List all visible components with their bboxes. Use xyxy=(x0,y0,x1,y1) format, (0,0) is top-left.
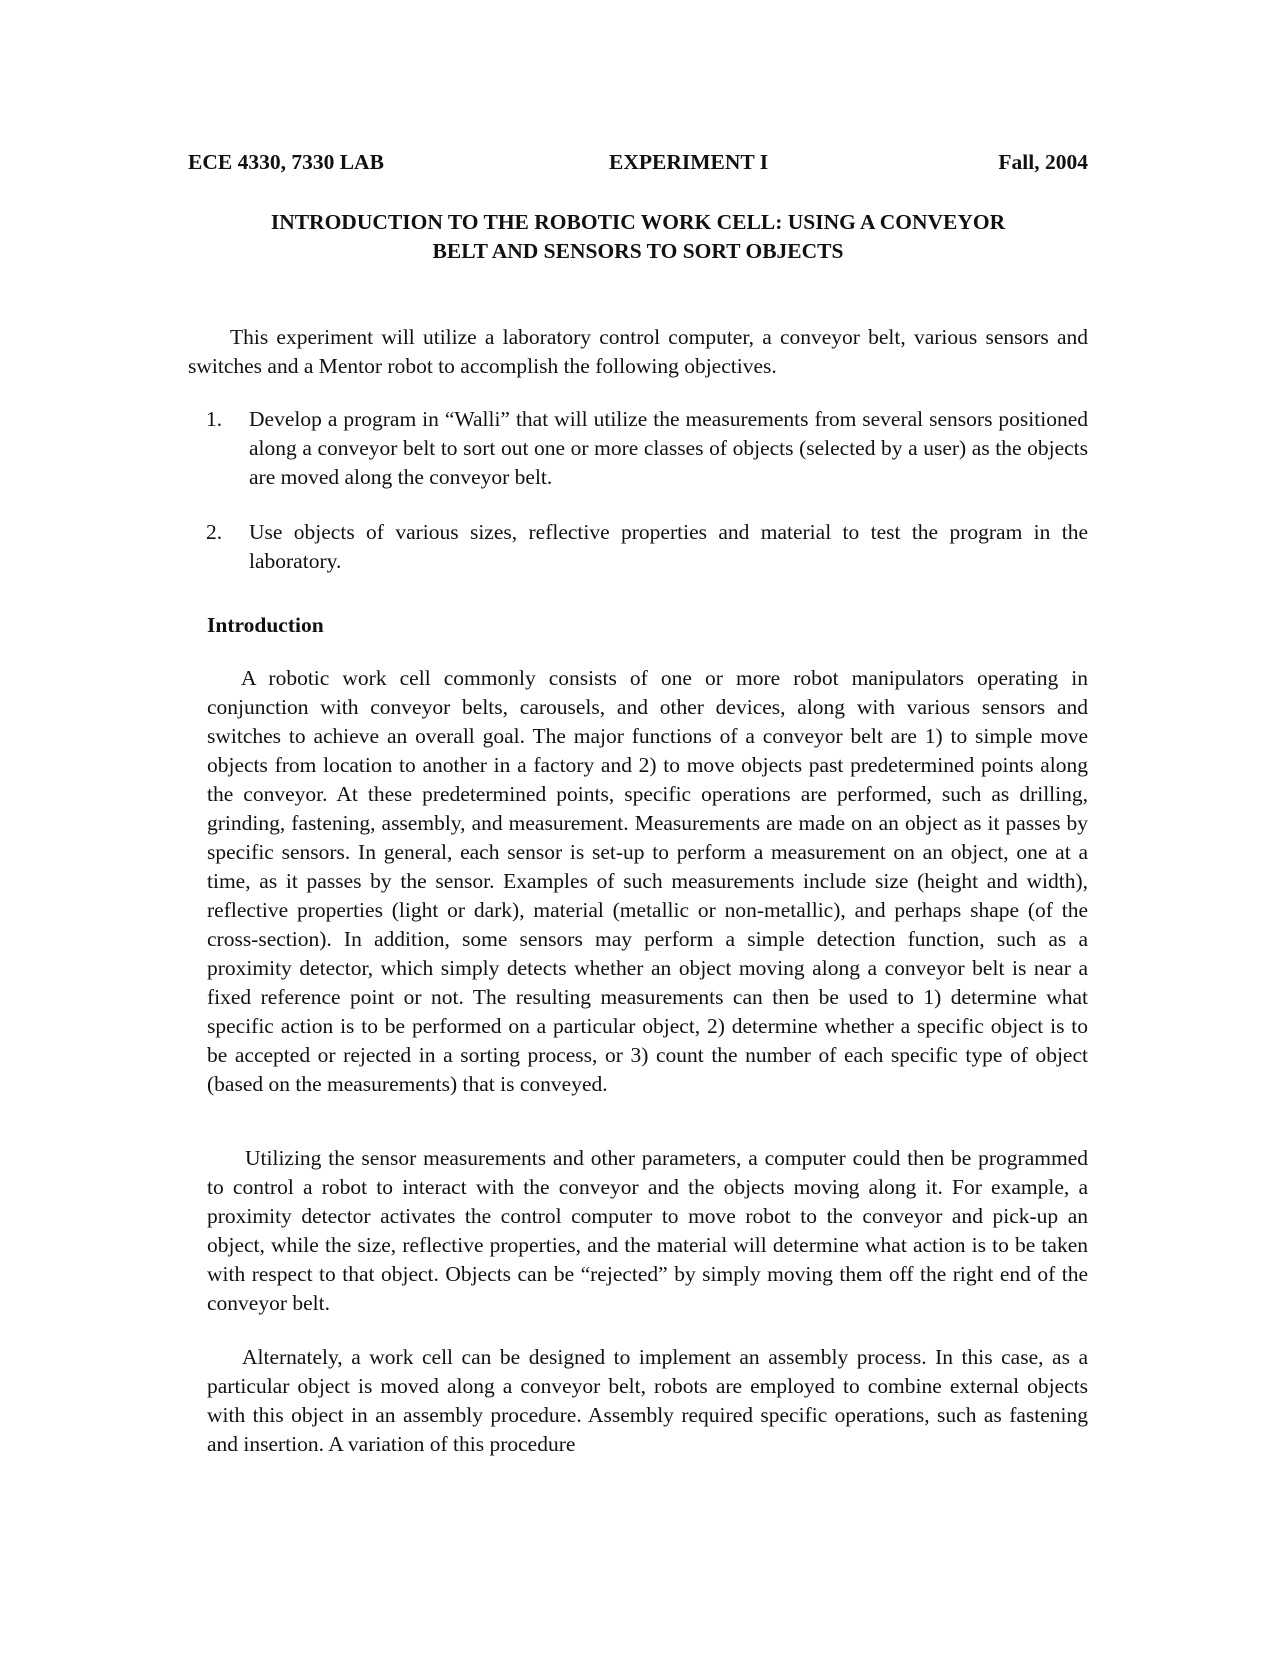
term-label: Fall, 2004 xyxy=(998,150,1088,174)
body-paragraph: A robotic work cell commonly consists of one or more robot manipulators operating in conjunction with conveyor belts, carousels, and other devices, along with various sensors and switches to achieve an overall goal. The major functions of a conveyor belt are 1) to simple move objects from location to another in a factory and 2) to move objects past predetermined points along the conveyor. At these predetermined points, specific operations are performed, such as drilling, grinding, fastening, assembly, and measurement. Measurements are made on an object as it passes by specific sensors. In general, each sensor is set-up to perform a measurement on an object, one at a time, as it passes by the sensor. Examples of such measurements include size (height and width), reflective properties (light or dark), material (metallic or non-metallic), and perhaps shape (of the cross-section). In addition, some sensors may perform a simple detection function, such as a proximity detector, which simply detects whether an object moving along a conveyor belt is near a fixed reference point or not. The resulting measurements can then be used to 1) determine what specific action is to be performed on a particular object, 2) determine whether a specific object is to be accepted or rejected in a sorting process, or 3) count the number of each specific type of object (based on the measurements) that is conveyed. xyxy=(207,666,1088,1096)
experiment-label: EXPERIMENT I xyxy=(609,150,769,174)
intro-paragraph: This experiment will utilize a laboratory control computer, a conveyor belt, various sensors and switches and a Mentor robot to accomplish the following objectives. xyxy=(188,325,1088,378)
body-paragraph: Utilizing the sensor measurements and other parameters, a computer could then be programmed to control a robot to interact with the conveyor and the objects moving along it. For example, a proximity detector activates the control computer to move robot to the conveyor and pick-up an object, while the size, reflective properties, and the material will determine what action is to be taken with respect to that object. Objects can be “rejected” by simply moving them off the right end of the conveyor belt. xyxy=(207,1146,1088,1315)
objective-number: 2. xyxy=(206,520,223,544)
document-title xyxy=(188,208,1088,266)
objective-text: Develop a program in “Walli” that will utilize the measurements from several sensors positioned along a conveyor belt to sort out one or more classes of objects (selected by a user) as the objects are moved along the conveyor belt. xyxy=(249,407,1088,489)
document-header xyxy=(188,150,1088,180)
section-heading-introduction: Introduction xyxy=(207,613,324,637)
title-line-1: INTRODUCTION TO THE ROBOTIC WORK CELL: USING A CONVEYOR xyxy=(270,210,1006,234)
course-label: ECE 4330, 7330 LAB xyxy=(188,150,384,174)
body-paragraph: Alternately, a work cell can be designed to implement an assembly process. In this case, as a particular object is moved along a conveyor belt, robots are employed to combine external objects with this object in an assembly procedure. Assembly required specific operations, such as fastening and insertion. A variation of this procedure xyxy=(207,1345,1088,1456)
objective-text: Use objects of various sizes, reflective properties and material to test the program in the laboratory. xyxy=(249,520,1088,573)
objective-number: 1. xyxy=(206,407,223,431)
title-line-2: BELT AND SENSORS TO SORT OBJECTS xyxy=(432,239,844,263)
